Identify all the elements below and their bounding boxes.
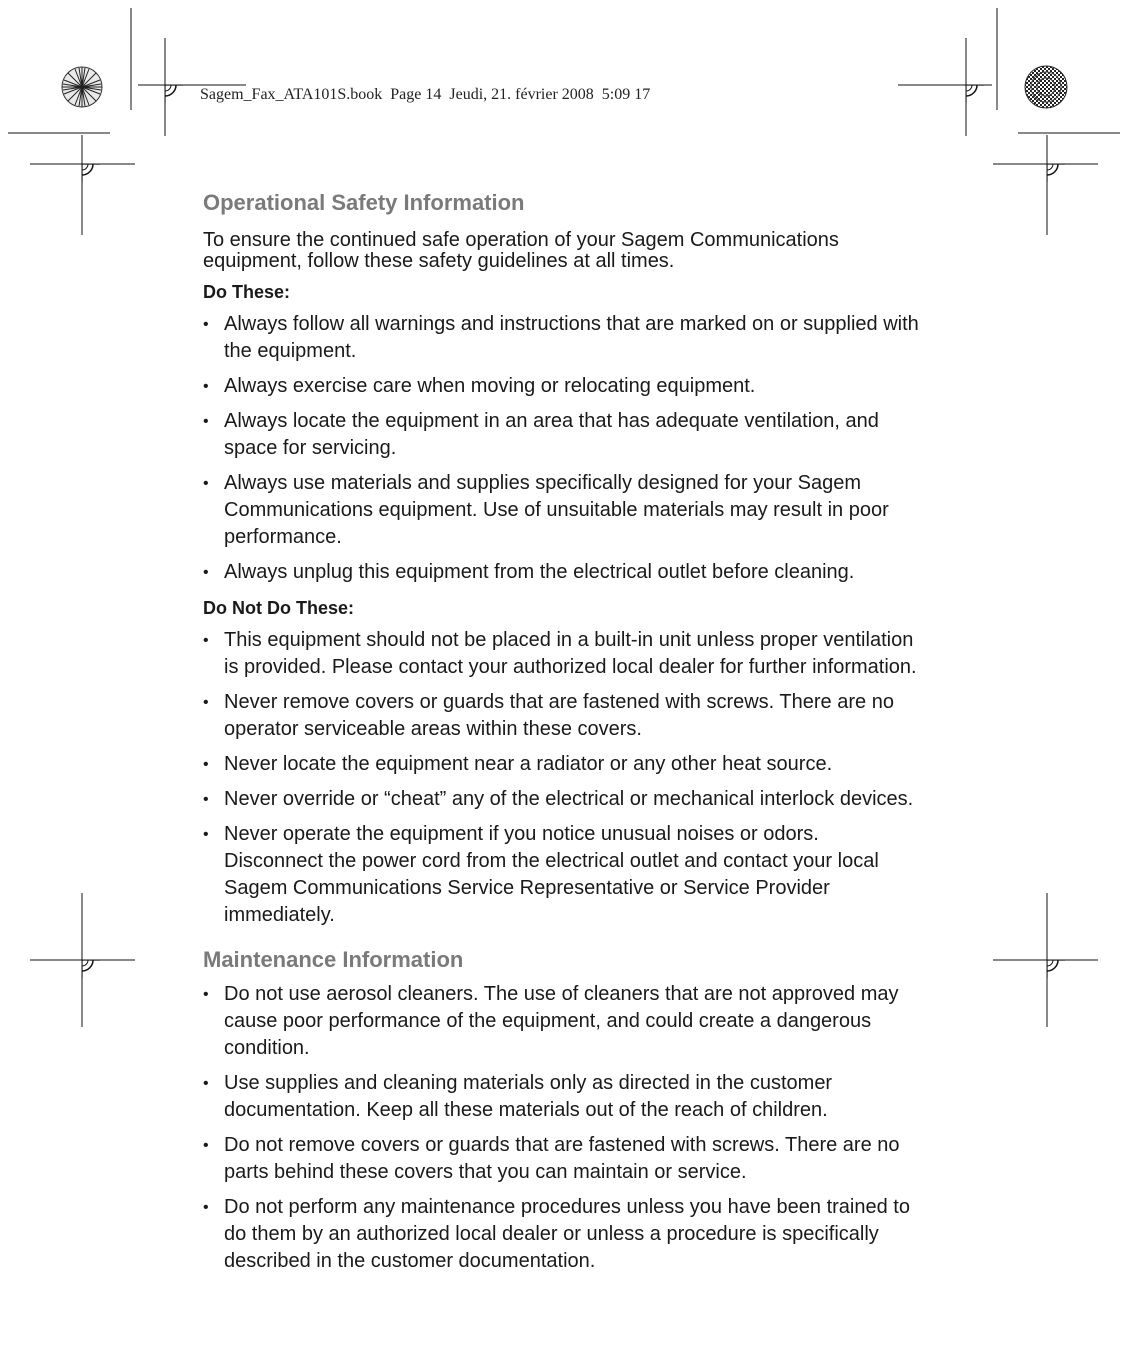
safety-intro: To ensure the continued safe operation of your Sagem Communications equipment, follow these safety guidelines at all times. (203, 229, 839, 272)
list-item: • Do not remove covers or guards that are fastened with screws. There are no parts behind these covers that you can maintain or service. (203, 1132, 923, 1186)
page-label: Page 14 (390, 86, 442, 103)
list-item: • Never locate the equipment near a radiator or any other heat source. (203, 751, 923, 778)
list-item: • This equipment should not be placed in a built-in unit unless proper ventilation is provided. Please contact your authorized local dealer for further information. (203, 627, 923, 681)
do-not-do-these-list (203, 627, 923, 929)
list-item: • Use supplies and cleaning materials only as directed in the customer documentation. Keep all these materials out of the reach of children. (203, 1070, 923, 1124)
print-time: 5:09 17 (601, 86, 651, 103)
page-content (203, 190, 923, 1283)
registration-mark-icon (993, 893, 1098, 1027)
registration-mark-icon (938, 38, 992, 136)
concentric-target-icon (1025, 66, 1067, 108)
list-item: • Always follow all warnings and instructions that are marked on or supplied with the equipment. (203, 311, 923, 365)
list-item: • Always use materials and supplies specifically designed for your Sagem Communications equipment. Use of unsuitable materials may result in poor performance. (203, 470, 923, 551)
print-date: Jeudi, 21. février 2008 (449, 86, 594, 103)
list-item: • Always unplug this equipment from the electrical outlet before cleaning. (203, 559, 923, 586)
registration-mark-icon (138, 38, 200, 136)
list-item: • Always exercise care when moving or relocating equipment. (203, 373, 923, 400)
registration-mark-icon (30, 135, 135, 235)
section-title-maintenance: Maintenance Information (203, 947, 464, 972)
crop-lines (8, 8, 1120, 133)
section-title-safety: Operational Safety Information (203, 190, 525, 215)
print-slug-header (200, 86, 650, 104)
list-item: • Never operate the equipment if you notice unusual noises or odors. Disconnect the power cord from the electrical outlet and contact your local Sagem Communications Service Representative or Service Provider immediately. (203, 821, 923, 929)
radial-target-icon (62, 67, 102, 107)
list-item: • Never override or “cheat” any of the electrical or mechanical interlock devices. (203, 786, 923, 813)
list-item: • Never remove covers or guards that are fastened with screws. There are no operator serviceable areas within these covers. (203, 689, 923, 743)
do-these-list (203, 311, 923, 586)
book-filename: Sagem_Fax_ATA101S.book (200, 86, 383, 103)
registration-mark-icon (30, 893, 135, 1027)
list-item: • Do not use aerosol cleaners. The use of cleaners that are not approved may cause poor performance of the equipment, and could create a dangerous condition. (203, 981, 923, 1062)
subheading-do-not-do-these: Do Not Do These: (203, 598, 354, 618)
registration-mark-icon (993, 135, 1098, 235)
list-item: • Always locate the equipment in an area that has adequate ventilation, and space for servicing. (203, 408, 923, 462)
list-item: • Do not perform any maintenance procedures unless you have been trained to do them by an authorized local dealer or unless a procedure is specifically described in the customer documentation. (203, 1194, 923, 1275)
maintenance-list (203, 981, 923, 1275)
subheading-do-these: Do These: (203, 282, 291, 302)
